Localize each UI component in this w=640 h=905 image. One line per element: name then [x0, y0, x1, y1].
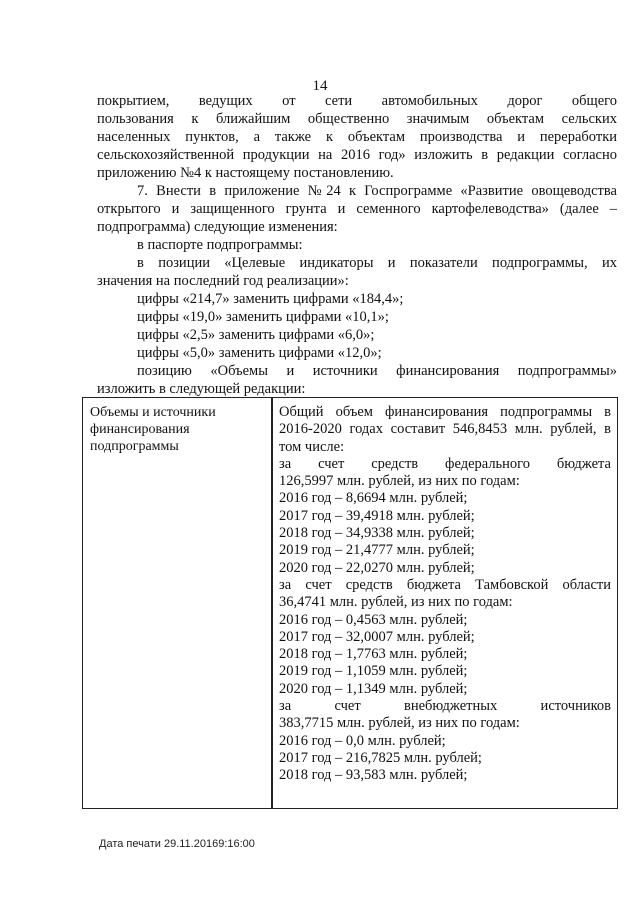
- paragraph-line: 7. Внести в приложение №24 к Госпрограмме «Развитие овощеводства: [137, 183, 617, 199]
- paragraph-line: позицию «Объемы и источники финансирования подпрограммы»: [137, 363, 617, 379]
- financing-line: Общий объем финансирования подпрограммы в: [279, 404, 611, 420]
- financing-table: [82, 397, 618, 809]
- financing-line: за счет средств бюджета Тамбовской области: [279, 576, 611, 593]
- financing-line: 2018 год – 1,7763 млн. рублей;: [279, 646, 468, 663]
- financing-line: 2020 год – 1,1349 млн. рублей;: [279, 680, 468, 697]
- paragraph-line: подпрограмма) следующие изменения:: [97, 219, 338, 235]
- body-text: [97, 92, 617, 398]
- financing-line: 36,4741 млн. рублей, из них по годам:: [279, 594, 513, 611]
- print-date-footer: Дата печати 29.11.20169:16:00: [99, 838, 255, 850]
- financing-line: 2019 год – 1,1059 млн. рублей;: [279, 663, 468, 680]
- paragraph-line: сельскохозяйственной продукции на 2016 год» изложить в редакции согласно: [97, 147, 617, 163]
- paragraph-line: цифры «5,0» заменить цифрами «12,0»;: [137, 345, 382, 361]
- financing-line: 2016 год – 0,0 млн. рублей;: [279, 732, 446, 749]
- paragraph-line: в паспорте подпрограммы:: [137, 237, 303, 253]
- paragraph-line: цифры «2,5» заменить цифрами «6,0»;: [137, 327, 375, 343]
- financing-line: 2016 год – 8,6694 млн. рублей;: [279, 490, 468, 507]
- paragraph-line: в позиции «Целевые индикаторы и показатели подпрограммы, их: [137, 255, 617, 271]
- financing-line: 2016 год – 0,4563 млн. рублей;: [279, 611, 468, 628]
- table-left-cell: Объемы и источники финансирования подпрограммы: [90, 405, 216, 454]
- paragraph-line: изложить в следующей редакции:: [97, 381, 306, 397]
- paragraph-line: населенных пунктов, а также к объектам производства и переработки: [97, 129, 617, 145]
- financing-line: за счет внебюджетных источников: [279, 698, 611, 715]
- paragraph-line: пользования к ближайшим общественно значимым объектам сельских: [97, 111, 617, 127]
- page-number: 14: [312, 78, 328, 94]
- table-right-cell: [279, 404, 611, 785]
- financing-line: за счет средств федерального бюджета: [279, 455, 611, 472]
- financing-line: том числе:: [279, 438, 345, 455]
- paragraph-line: покрытием, ведущих от сети автомобильных дорог общего: [97, 93, 617, 109]
- paragraph-line: цифры «214,7» заменить цифрами «184,4»;: [137, 291, 404, 307]
- financing-line: 2018 год – 34,9338 млн. рублей;: [279, 525, 475, 542]
- table-column-divider: [271, 398, 273, 808]
- financing-line: 126,5997 млн. рублей, из них по годам:: [279, 473, 520, 490]
- financing-line: 2017 год – 32,0007 млн. рублей;: [279, 628, 475, 645]
- financing-line: 2017 год – 216,7825 млн. рублей;: [279, 749, 482, 766]
- financing-line: 2016-2020 годах составит 546,8453 млн. рублей, в: [279, 421, 611, 438]
- financing-line: 2020 год – 22,0270 млн. рублей;: [279, 559, 475, 576]
- paragraph-line: приложению №4 к настоящему постановлению.: [97, 165, 394, 181]
- paragraph-line: цифры «19,0» заменить цифрами «10,1»;: [137, 309, 389, 325]
- financing-line: 2018 год – 93,583 млн. рублей;: [279, 767, 468, 784]
- financing-line: 2017 год – 39,4918 млн. рублей;: [279, 507, 475, 524]
- paragraph-line: открытого и защищенного грунта и семенного картофелеводства» (далее –: [97, 201, 617, 217]
- paragraph-line: значения на последний год реализации»:: [97, 273, 349, 289]
- financing-line: 383,7715 млн. рублей, из них по годам:: [279, 715, 520, 732]
- financing-line: 2019 год – 21,4777 млн. рублей;: [279, 542, 475, 559]
